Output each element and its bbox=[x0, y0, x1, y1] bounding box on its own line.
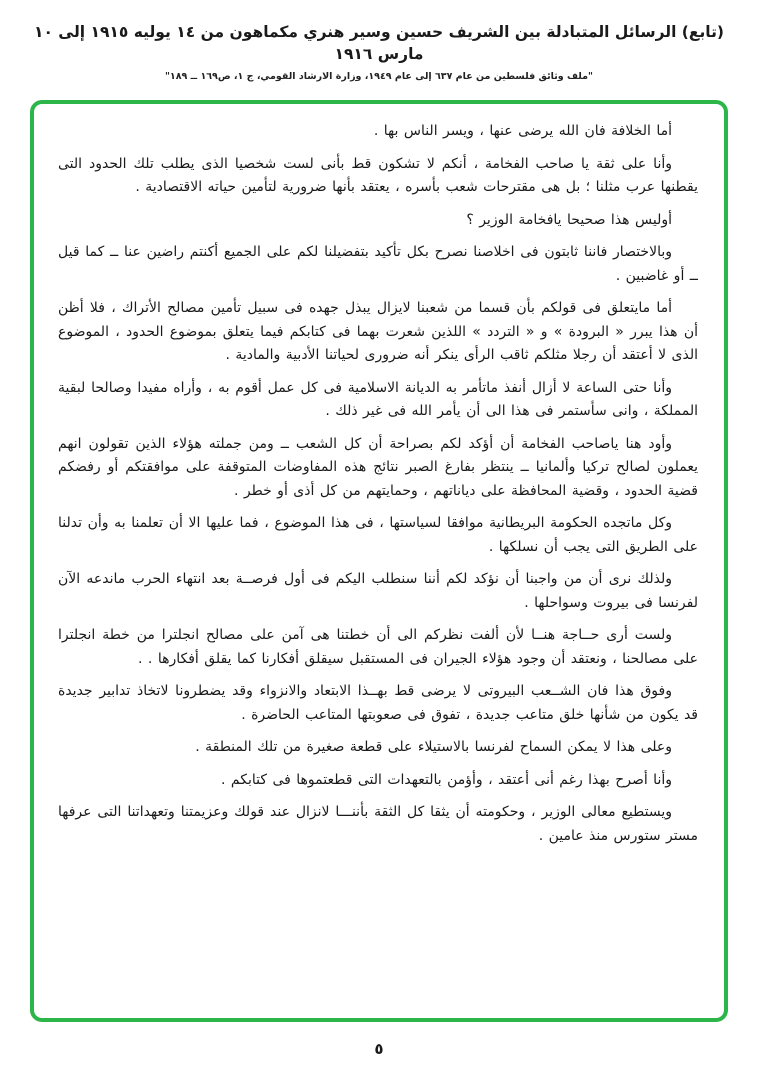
paragraph: وأنا حتى الساعة لا أزال أنفذ ماتأمر به الديانة الاسلامية فى كل عمل أقوم به ، وأراه مفيدا وصالحا لبقية المملكة ، وانى سأستمر فى هذا الى أن يأمر الله فى غير ذلك . bbox=[58, 379, 698, 420]
paragraph: وفوق هذا فان الشــعب البيروتى لا يرضى قط بهــذا الابتعاد والانزواء وقد يضطرونا لاتخاذ تدابير جديدة قد يكون من شأنها خلق متاعب جديدة ، تفوق فى صعوبتها المتاعب الحاضرة . bbox=[58, 683, 698, 723]
paragraph: وأنا أصرح بهذا رغم أنى أعتقد ، وأؤمن بالتعهدات التى قطعتموها فى كتابكم . bbox=[221, 771, 672, 788]
paragraph: أما الخلافة فان الله يرضى عنها ، ويسر الناس بها . bbox=[373, 123, 672, 139]
paragraph: وأنا على ثقة يا صاحب الفخامة ، أنكم لا تشكون قط بأنى لست شخصيا الذى يطلب تلك الحدود التى يقطنها عرب مثلنا ؛ بل هى مقترحات شعب بأسره ، يعتقد بأنها ضرورية لتأمين حياته الاقتصادية . bbox=[58, 155, 698, 196]
paragraph: أوليس هذا صحيحا يافخامة الوزير ؟ bbox=[466, 211, 672, 228]
paragraph: ولست أرى حــاجة هنــا لأن ألفت نظركم الى أن خطتنا هى آمن على مصالح انجلترا من خطة انجلترا على مصالحنا ، ونعتقد أن وجود هؤلاء الجيران فى المستقبل سيقلق أفكارنا كما يقلق أفكارها . . bbox=[58, 627, 698, 667]
paragraph: وبالاختصار فاننا ثابتون فى اخلاصنا نصرح بكل تأكيد بتفضيلنا لكم على الجميع أكنتم راضين عنا ــ كما قيل ــ أو غاضبين . bbox=[58, 244, 698, 284]
paragraph: ويستطيع معالى الوزير ، وحكومته أن يثقا كل الثقة بأننـــا لانزال عند قولك وعزيمتنا وتعهداتنا التى عرفها مستر ستورس منذ عامين . bbox=[58, 804, 698, 844]
paragraph: ولذلك نرى أن من واجبنا أن نؤكد لكم أننا سنطلب اليكم فى أول فرصــة بعد انتهاء الحرب ماندعه الآن لفرنسا فى بيروت وسواحلها . bbox=[58, 571, 698, 611]
paragraph: وكل ماتجده الحكومة البريطانية موافقا لسياستها ، فى هذا الموضوع ، فما عليها الا أن تعلمنا به وأن تدلنا على الطريق التى يجب أن نسلكها . bbox=[58, 515, 698, 555]
page-number: ٥ bbox=[374, 1040, 384, 1058]
paragraph: أما مايتعلق فى قولكم بأن قسما من شعبنا لايزال يبذل جهده فى سبيل تأمين مصالح الأتراك ، فلا أظن أن هذا يبرر « البرودة » و « التردد » اللذين شعرت بهما فى كتابكم فيما يتعلق بموضوع الحدود ، الموضوع الذى لا أعتقد أن رجلا مثلكم ثاقب الرأى ينكر أنه ضرورى لحياتنا الأدبية والمادية . bbox=[58, 300, 698, 364]
page-subtitle: "ملف وثائق فلسطين من عام ٦٣٧ إلى عام ١٩٤٩، وزارة الارشاد القومي، ج ١، ص١٦٩ ــ ١٨٩" bbox=[164, 71, 594, 83]
paragraph: وأود هنا ياصاحب الفخامة أن أؤكد لكم بصراحة أن كل الشعب ــ ومن جملته هؤلاء الذين تقولون انهم يعملون لصالح تركيا وألمانيا ــ ينتظر بفارغ الصبر نتائج هذه المفاوضات المتوقفة على موافقتكم أو رفضكم قضية الحدود ، وقضية المحافظة على دياناتهم ، وحمايتهم من كل أذى أو خطر . bbox=[58, 435, 698, 499]
paragraph: وعلى هذا لا يمكن السماح لفرنسا بالاستيلاء على قطعة صغيرة من تلك المنطقة . bbox=[195, 739, 672, 756]
page-title: (تابع) الرسائل المتبادلة بين الشريف حسين وسير هنري مكماهون من ١٤ يوليه ١٩١٥ إلى ١٠ مارس ١٩١٦ bbox=[33, 23, 724, 63]
text-frame bbox=[30, 100, 728, 1022]
document-header bbox=[20, 22, 738, 82]
paragraph-list bbox=[58, 120, 698, 1004]
